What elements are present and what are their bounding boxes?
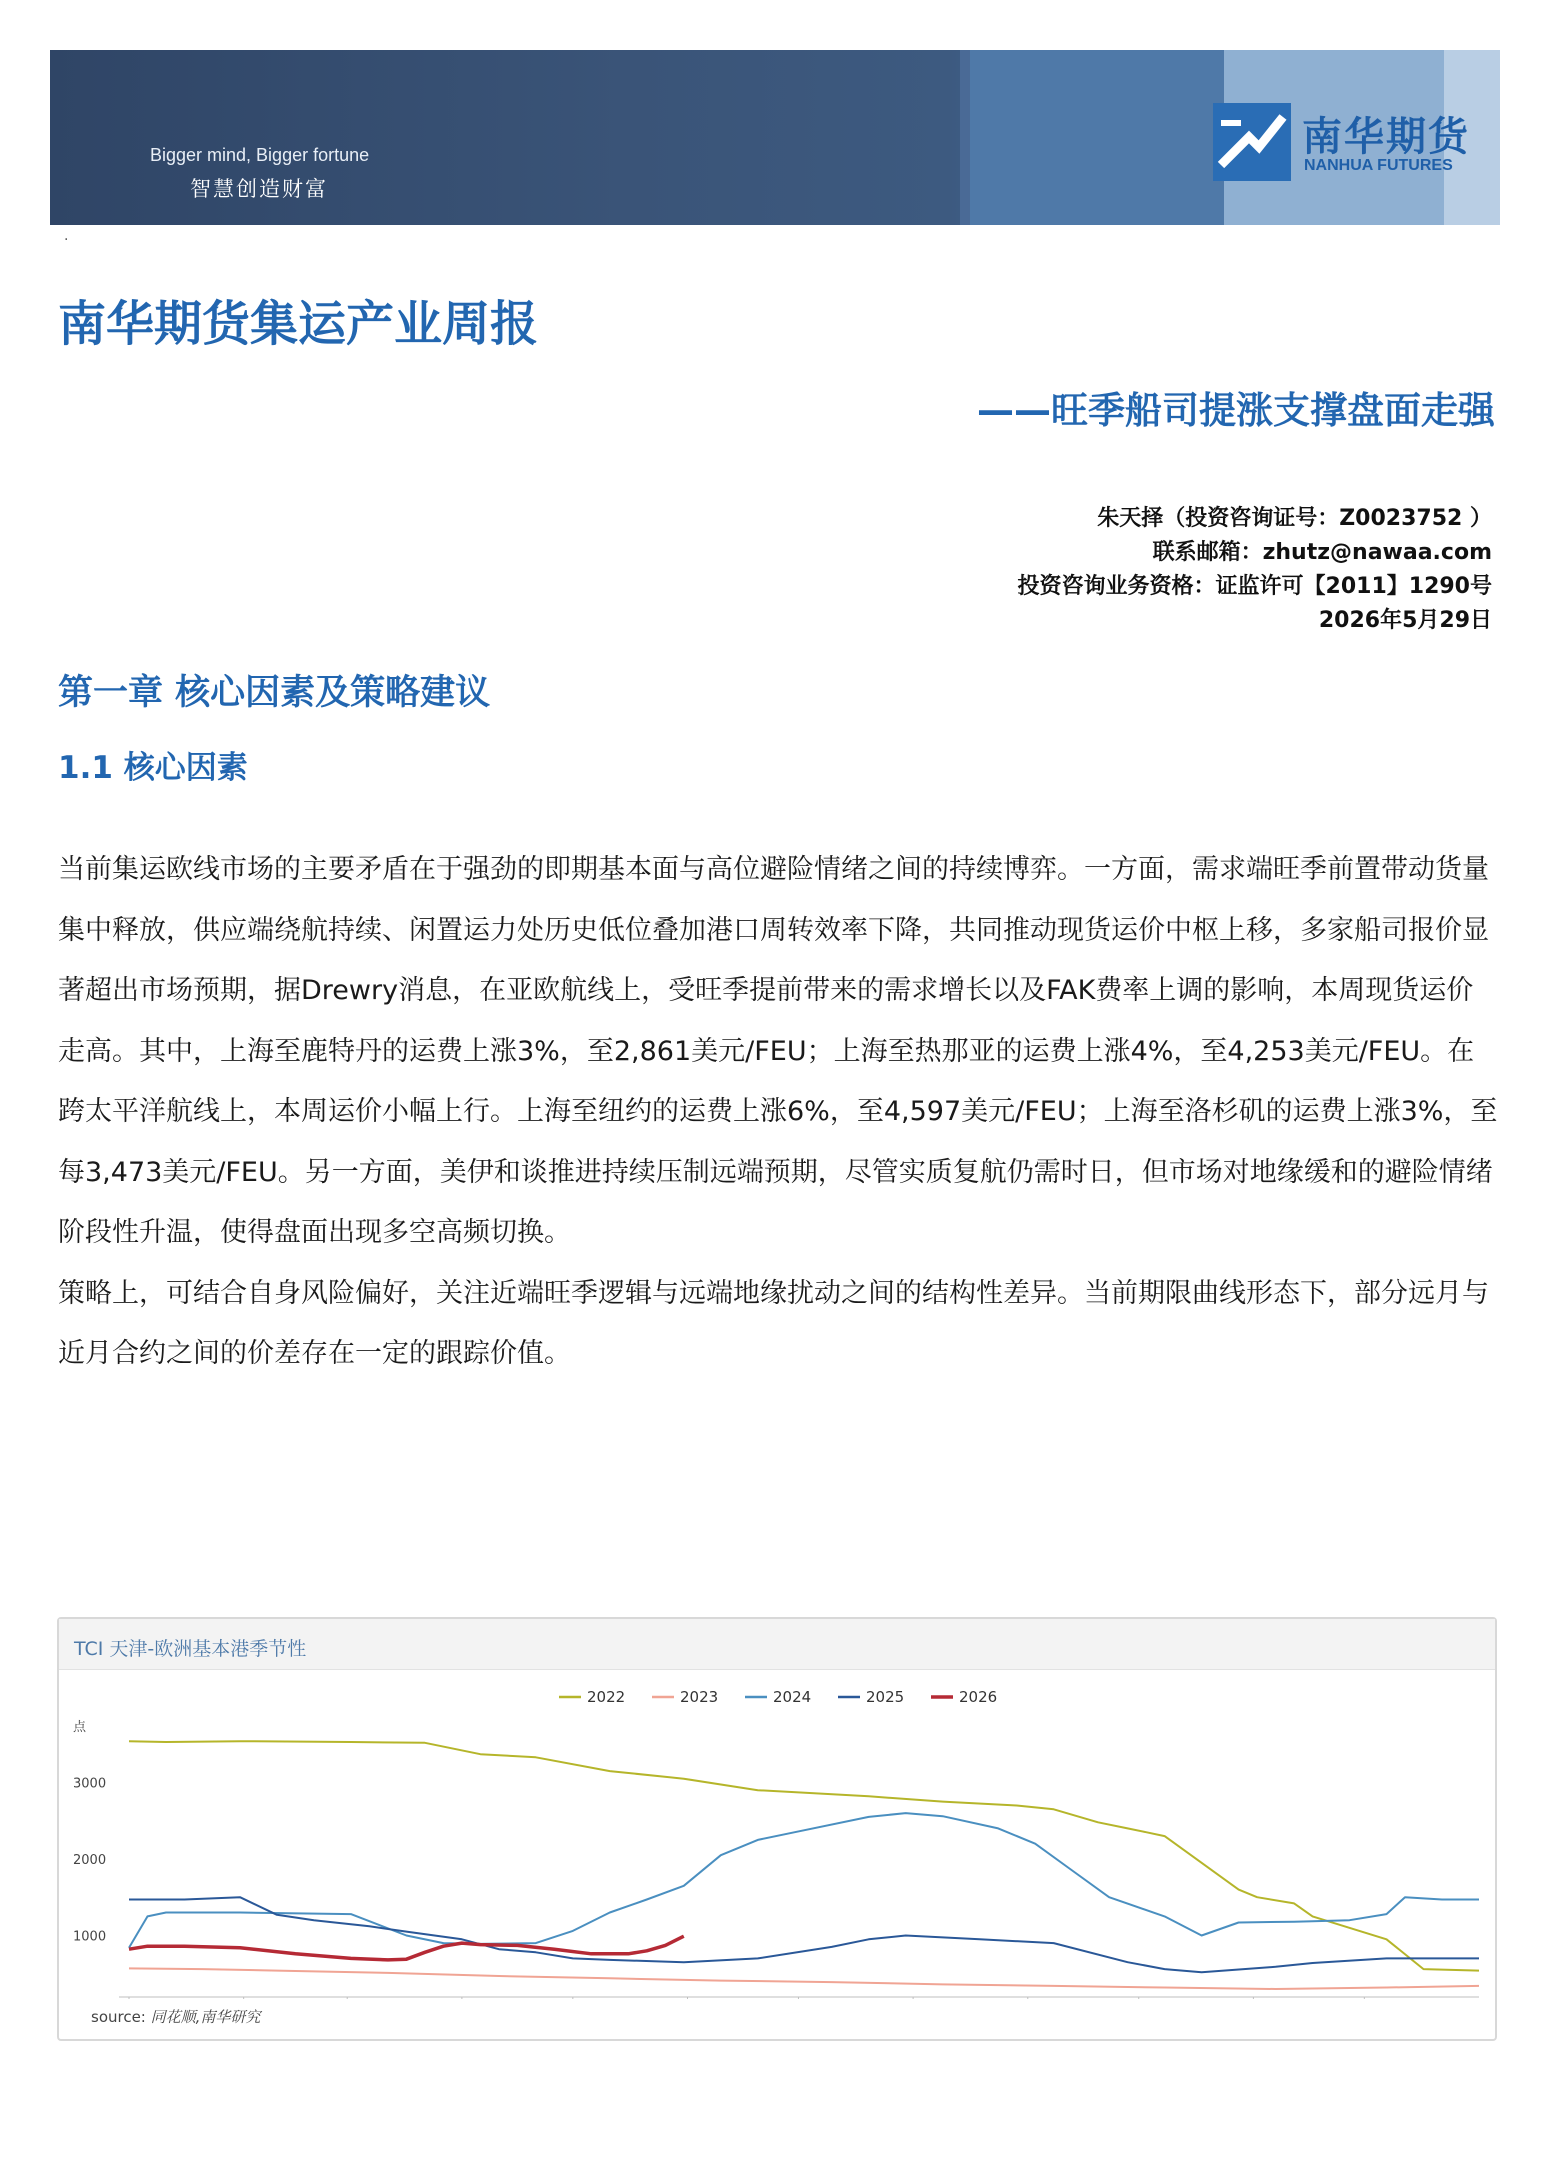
- nanhua-logo-icon: [1213, 103, 1291, 181]
- legend-entry: 2026: [959, 1688, 998, 1706]
- chart-title: TCI 天津-欧洲基本港季节性: [74, 1638, 307, 1660]
- license-info: 投资咨询业务资格：证监许可【2011】1290号: [1017, 574, 1492, 599]
- series-line-2025: [129, 1897, 1479, 1972]
- y-tick-label: 1000: [73, 1929, 107, 1945]
- report-date: 2026年5月29日: [1318, 608, 1492, 633]
- chart-panel: [57, 1617, 1497, 2041]
- legend-entry: 2024: [773, 1688, 812, 1706]
- y-tick-label: 2000: [73, 1853, 107, 1868]
- report-subtitle: ——旺季船司提涨支撑盘面走强: [977, 389, 1495, 432]
- series-line-2022: [129, 1741, 1479, 1970]
- source-label: source:: [91, 2008, 146, 2026]
- author-email: 联系邮箱：zhutz@nawaa.com: [1152, 540, 1492, 565]
- series-line-2026: [129, 1936, 684, 1960]
- author-name: 朱天择（投资咨询证号：Z0023752 ）: [1097, 506, 1492, 531]
- paragraph: 当前集运欧线市场的主要矛盾在于强劲的即期基本面与高位避险情绪之间的持续博弈。一方面，需求端旺季前置带动货量集中释放，供应端绕航持续、闲置运力处历史低位叠加港口周转效率下降，共同推动现货运价中枢上移，多家船司报价显著超出市场预期，据Drewry消息，在亚欧航线上，受旺季提前带来的需求增长以及FAK费率上调的影响，本周现货运价走高。其中，上海至鹿特丹的运费上涨3%，至2,861美元/FEU；上海至热那亚的运费上涨4%，至4,253美元/FEU。在跨太平洋航线上，本周运价小幅上行。上海至纽约的运费上涨6%，至4,597美元/FEU；上海至洛杉矶的运费上涨3%，至每3,473美元/FEU。另一方面，美伊和谈推进持续压制远端预期，尽管实质复航仍需时日，但市场对地缘缓和的避险情绪阶段性升温，使得盘面出现多空高频切换。: [58, 854, 1498, 1248]
- banner-strip: [960, 50, 970, 225]
- author-info: [1018, 502, 1492, 638]
- y-axis-unit-label: 点: [73, 1720, 87, 1735]
- legend-entry: 2023: [680, 1688, 719, 1706]
- logo-chinese: 南华期货: [1302, 114, 1470, 160]
- chart-header: [59, 1619, 1495, 1670]
- chapter-heading: 第一章 核心因素及策略建议: [58, 673, 491, 713]
- slogan-chinese: 智慧创造财富: [190, 177, 328, 201]
- report-title: 南华期货集运产业周报: [58, 296, 539, 352]
- seasonal-line-chart: [59, 1669, 1495, 1999]
- source-value: 同花顺,南华研究: [150, 2008, 261, 2026]
- slogan-english: Bigger mind, Bigger fortune: [150, 145, 370, 165]
- section-heading: 1.1 核心因素: [58, 750, 248, 786]
- legend-entry: 2025: [866, 1688, 905, 1706]
- series-line-2024: [129, 1813, 1479, 1948]
- series-line-2023: [129, 1968, 1479, 1989]
- banner-strip: [970, 50, 1224, 225]
- body-text: [58, 840, 1498, 1385]
- chart-source: [91, 2006, 260, 2027]
- paragraph: 策略上，可结合自身风险偏好，关注近端旺季逻辑与远端地缘扰动之间的结构性差异。当前期限曲线形态下，部分远月与近月合约之间的价差存在一定的跟踪价值。: [58, 1277, 1489, 1369]
- logo-english: NANHUA FUTURES: [1304, 157, 1453, 174]
- header-banner: [50, 50, 1500, 225]
- y-tick-label: 3000: [73, 1776, 107, 1792]
- legend-entry: 2022: [587, 1688, 626, 1706]
- separator-dot: ·: [64, 232, 69, 248]
